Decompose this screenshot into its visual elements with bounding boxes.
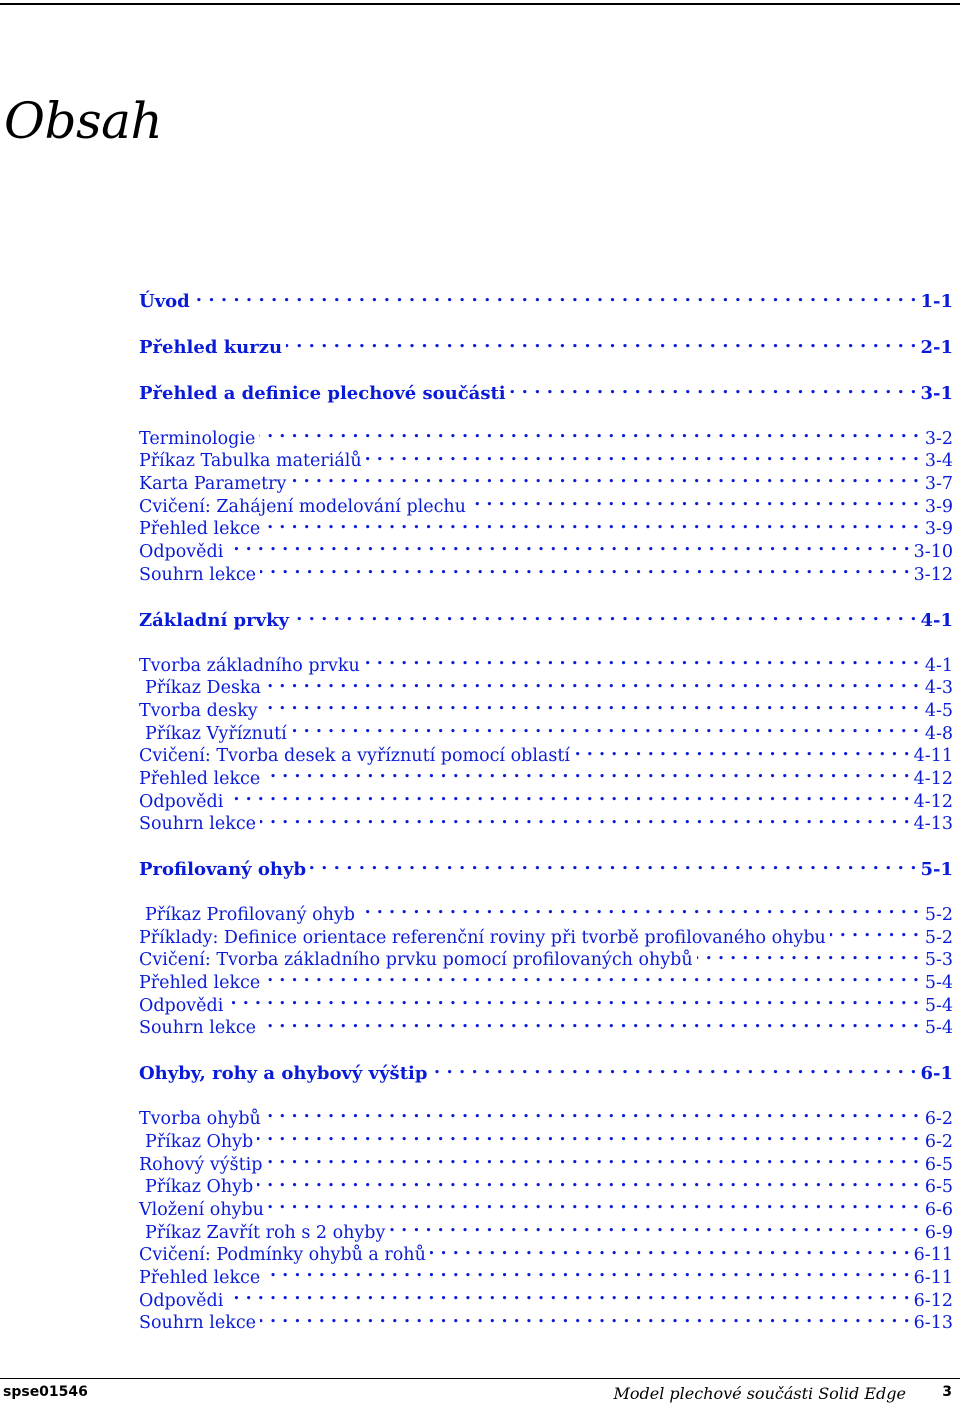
- dot-leader: [260, 1011, 919, 1034]
- dot-leader: [262, 693, 919, 716]
- toc-chapter-section: [139, 852, 953, 1039]
- toc-entry-title: Souhrn lekce: [139, 814, 256, 835]
- toc-entry-title: Tvorba základního prvku: [139, 655, 360, 676]
- dot-leader: [260, 807, 910, 830]
- footer-rule: [0, 1378, 960, 1379]
- toc-chapter-section: [139, 603, 953, 835]
- toc-page-number: 4-8: [924, 723, 953, 744]
- toc-page-number: 6-6: [924, 1199, 953, 1220]
- toc-chapter-link[interactable]: [139, 284, 953, 312]
- toc-page-number: 5-4: [924, 973, 953, 994]
- toc-entry-title: Příkaz Ohyb: [145, 1131, 254, 1152]
- dot-leader: [470, 489, 919, 512]
- toc-entry-title: Přehled lekce: [139, 519, 261, 540]
- toc-chapter-section: [139, 284, 953, 312]
- page-title: Obsah: [4, 92, 163, 150]
- toc-entry-title: Příklady: Definice orientace referenční roviny při tvorbě profilovaného ohybu: [139, 927, 826, 948]
- toc-chapter-section: [139, 1056, 953, 1334]
- toc-chapter-link[interactable]: [139, 1056, 953, 1085]
- dot-leader: [290, 466, 919, 489]
- toc-entry-link[interactable]: [139, 716, 953, 744]
- footer-page-number: 3: [942, 1384, 952, 1400]
- toc-entry-link[interactable]: [139, 444, 953, 472]
- toc-page-number: 6-11: [913, 1245, 953, 1266]
- toc-page-number: 3-9: [924, 496, 953, 517]
- dot-leader: [310, 852, 916, 875]
- toc-page-number: 5-3: [924, 950, 953, 971]
- toc-page-number: 3-4: [924, 451, 953, 472]
- toc-entry-link[interactable]: [139, 1283, 953, 1311]
- dot-leader: [265, 671, 919, 694]
- dot-leader: [265, 1101, 919, 1124]
- toc-entry-title: Přehled lekce: [139, 973, 261, 994]
- dot-leader: [430, 1238, 910, 1261]
- toc-page-number: 6-12: [913, 1290, 953, 1311]
- toc-entry-title: Cvičení: Tvorba desek a vyříznutí pomocí oblastí: [139, 746, 570, 767]
- toc-entry-link[interactable]: [139, 1124, 953, 1152]
- toc-entry-link[interactable]: [139, 648, 953, 676]
- toc-entry-title: Profilovaný ohyb: [139, 859, 307, 881]
- toc-page-number: 6-13: [913, 1313, 953, 1334]
- toc-page-number: 2-1: [920, 337, 953, 358]
- toc-page-number: 5-4: [924, 995, 953, 1016]
- toc-entry-link[interactable]: [139, 1011, 953, 1039]
- toc-entry-link[interactable]: [139, 807, 953, 835]
- toc-entry-title: Karta Parametry: [139, 474, 287, 495]
- dot-leader: [227, 534, 909, 557]
- toc-entry-title: Přehled kurzu: [139, 337, 283, 358]
- dot-leader: [510, 376, 917, 399]
- dot-leader: [431, 1056, 916, 1079]
- dot-leader: [260, 557, 910, 580]
- toc-entry-title: Příkaz Ohyb: [145, 1177, 254, 1198]
- dot-leader: [194, 284, 917, 307]
- toc-entry-title: Odpovědi: [139, 995, 224, 1016]
- toc-page-number: 3-1: [920, 383, 953, 404]
- toc-entry-title: Vložení ohybu: [139, 1199, 264, 1220]
- toc-entry-title: Úvod: [139, 291, 190, 312]
- toc-entry-link[interactable]: [139, 988, 953, 1016]
- toc-page-number: 5-2: [924, 905, 953, 925]
- toc-page-number: 6-5: [924, 1177, 953, 1198]
- toc-entry-title: Příkaz Zavřít roh s 2 ohyby: [145, 1222, 386, 1243]
- dot-leader: [227, 784, 909, 807]
- toc-page-number: 4-12: [913, 791, 953, 812]
- toc-entry-title: Odpovědi: [139, 1290, 224, 1311]
- dot-leader: [359, 897, 919, 920]
- dot-leader: [264, 1260, 909, 1283]
- toc-page-number: 5-4: [924, 1018, 953, 1039]
- toc-entry-title: Základní prvky: [139, 609, 290, 631]
- toc-entry-title: Cvičení: Zahájení modelování plechu: [139, 496, 466, 517]
- toc-entry-title: Ohyby, rohy a ohybový výštip: [139, 1063, 428, 1085]
- toc-entry-link[interactable]: [139, 534, 953, 563]
- toc-page-number: 5-1: [920, 859, 953, 881]
- toc-chapter-section: [139, 330, 953, 358]
- toc-entry-title: Rohový výštip: [139, 1154, 263, 1175]
- toc-entry-link[interactable]: [139, 557, 953, 585]
- dot-leader: [266, 1147, 919, 1170]
- dot-leader: [257, 1170, 919, 1193]
- toc-entry-title: Příkaz Tabulka materiálů: [139, 451, 362, 472]
- toc-entry-title: Příkaz Deska: [145, 678, 261, 699]
- toc-entry-link[interactable]: [139, 1170, 953, 1198]
- dot-leader: [264, 965, 919, 988]
- toc-entry-link[interactable]: [139, 897, 953, 925]
- toc-page-number: 6-2: [924, 1131, 953, 1152]
- toc-entry-link[interactable]: [139, 1192, 953, 1220]
- dot-leader: [366, 444, 919, 467]
- toc-chapter-link[interactable]: [139, 603, 953, 631]
- toc-entry-title: Cvičení: Tvorba základního prvku pomocí profilovaných ohybů: [139, 950, 693, 971]
- toc-entry-title: Souhrn lekce: [139, 1018, 256, 1039]
- dot-leader: [260, 1306, 910, 1329]
- toc-page-number: 4-3: [924, 678, 953, 699]
- dot-leader: [259, 421, 919, 444]
- toc-page-number: 3-9: [924, 519, 953, 540]
- dot-leader: [286, 330, 916, 353]
- toc-entry-link[interactable]: [139, 693, 953, 721]
- toc-page-number: 4-1: [920, 609, 953, 631]
- toc-page-number: 4-13: [913, 814, 953, 835]
- toc-page-number: 4-1: [924, 655, 953, 676]
- dot-leader: [697, 943, 919, 966]
- toc-page-number: 4-11: [913, 746, 953, 767]
- dot-leader: [364, 648, 919, 671]
- dot-leader: [293, 603, 916, 626]
- table-of-contents: [139, 284, 953, 1334]
- toc-entry-title: Souhrn lekce: [139, 1313, 256, 1334]
- toc-page-number: 6-5: [924, 1154, 953, 1175]
- toc-entry-link[interactable]: [139, 1147, 953, 1175]
- toc-entry-title: Tvorba ohybů: [139, 1109, 261, 1130]
- dot-leader: [830, 920, 919, 943]
- toc-entry-link[interactable]: [139, 421, 953, 449]
- toc-page-number: 4-5: [924, 700, 953, 721]
- toc-entry-title: Cvičení: Podmínky ohybů a rohů: [139, 1245, 426, 1266]
- dot-leader: [257, 1124, 919, 1147]
- dot-leader: [268, 1192, 919, 1215]
- toc-entry-title: Přehled lekce: [139, 768, 261, 789]
- toc-entry-title: Přehled a definice plechové součásti: [139, 383, 506, 404]
- toc-chapter-link[interactable]: [139, 376, 953, 404]
- toc-page-number: 5-2: [924, 927, 953, 948]
- toc-chapter-link[interactable]: [139, 330, 953, 358]
- toc-chapter-link[interactable]: [139, 852, 953, 881]
- toc-entry-title: Příkaz Vyříznutí: [145, 723, 287, 744]
- toc-page-number: 3-10: [913, 542, 953, 563]
- footer-doc-id: spse01546: [3, 1384, 88, 1400]
- toc-entry-title: Příkaz Profilovaný ohyb: [145, 905, 355, 925]
- toc-page-number: 1-1: [920, 291, 953, 312]
- toc-page-number: 3-2: [924, 428, 953, 449]
- footer-book-title: Model plechové součásti Solid Edge: [613, 1384, 906, 1403]
- dot-leader: [264, 761, 909, 784]
- toc-page-number: 6-1: [920, 1063, 953, 1085]
- toc-entry-link[interactable]: [139, 784, 953, 812]
- toc-entry-title: Souhrn lekce: [139, 564, 256, 585]
- toc-page-number: 3-7: [924, 474, 953, 495]
- dot-leader: [264, 512, 919, 535]
- dot-leader: [227, 988, 919, 1011]
- dot-leader: [389, 1215, 919, 1238]
- dot-leader: [574, 739, 910, 762]
- toc-entry-title: Odpovědi: [139, 542, 224, 563]
- toc-entry-title: Terminologie: [139, 428, 256, 449]
- top-rule: [0, 3, 960, 5]
- toc-entry-link[interactable]: [139, 1101, 953, 1130]
- toc-page-number: 6-11: [913, 1267, 953, 1288]
- page-footer: [0, 1384, 960, 1404]
- toc-entry-link[interactable]: [139, 1306, 953, 1334]
- toc-entry-title: Přehled lekce: [139, 1267, 261, 1288]
- toc-page-number: 3-12: [913, 564, 953, 585]
- toc-page-number: 6-9: [924, 1222, 953, 1243]
- dot-leader: [291, 716, 919, 739]
- toc-entry-title: Tvorba desky: [139, 700, 258, 721]
- toc-page-number: 6-2: [924, 1109, 953, 1130]
- dot-leader: [227, 1283, 909, 1306]
- toc-entry-title: Odpovědi: [139, 791, 224, 812]
- toc-chapter-section: [139, 376, 953, 585]
- toc-page-number: 4-12: [913, 768, 953, 789]
